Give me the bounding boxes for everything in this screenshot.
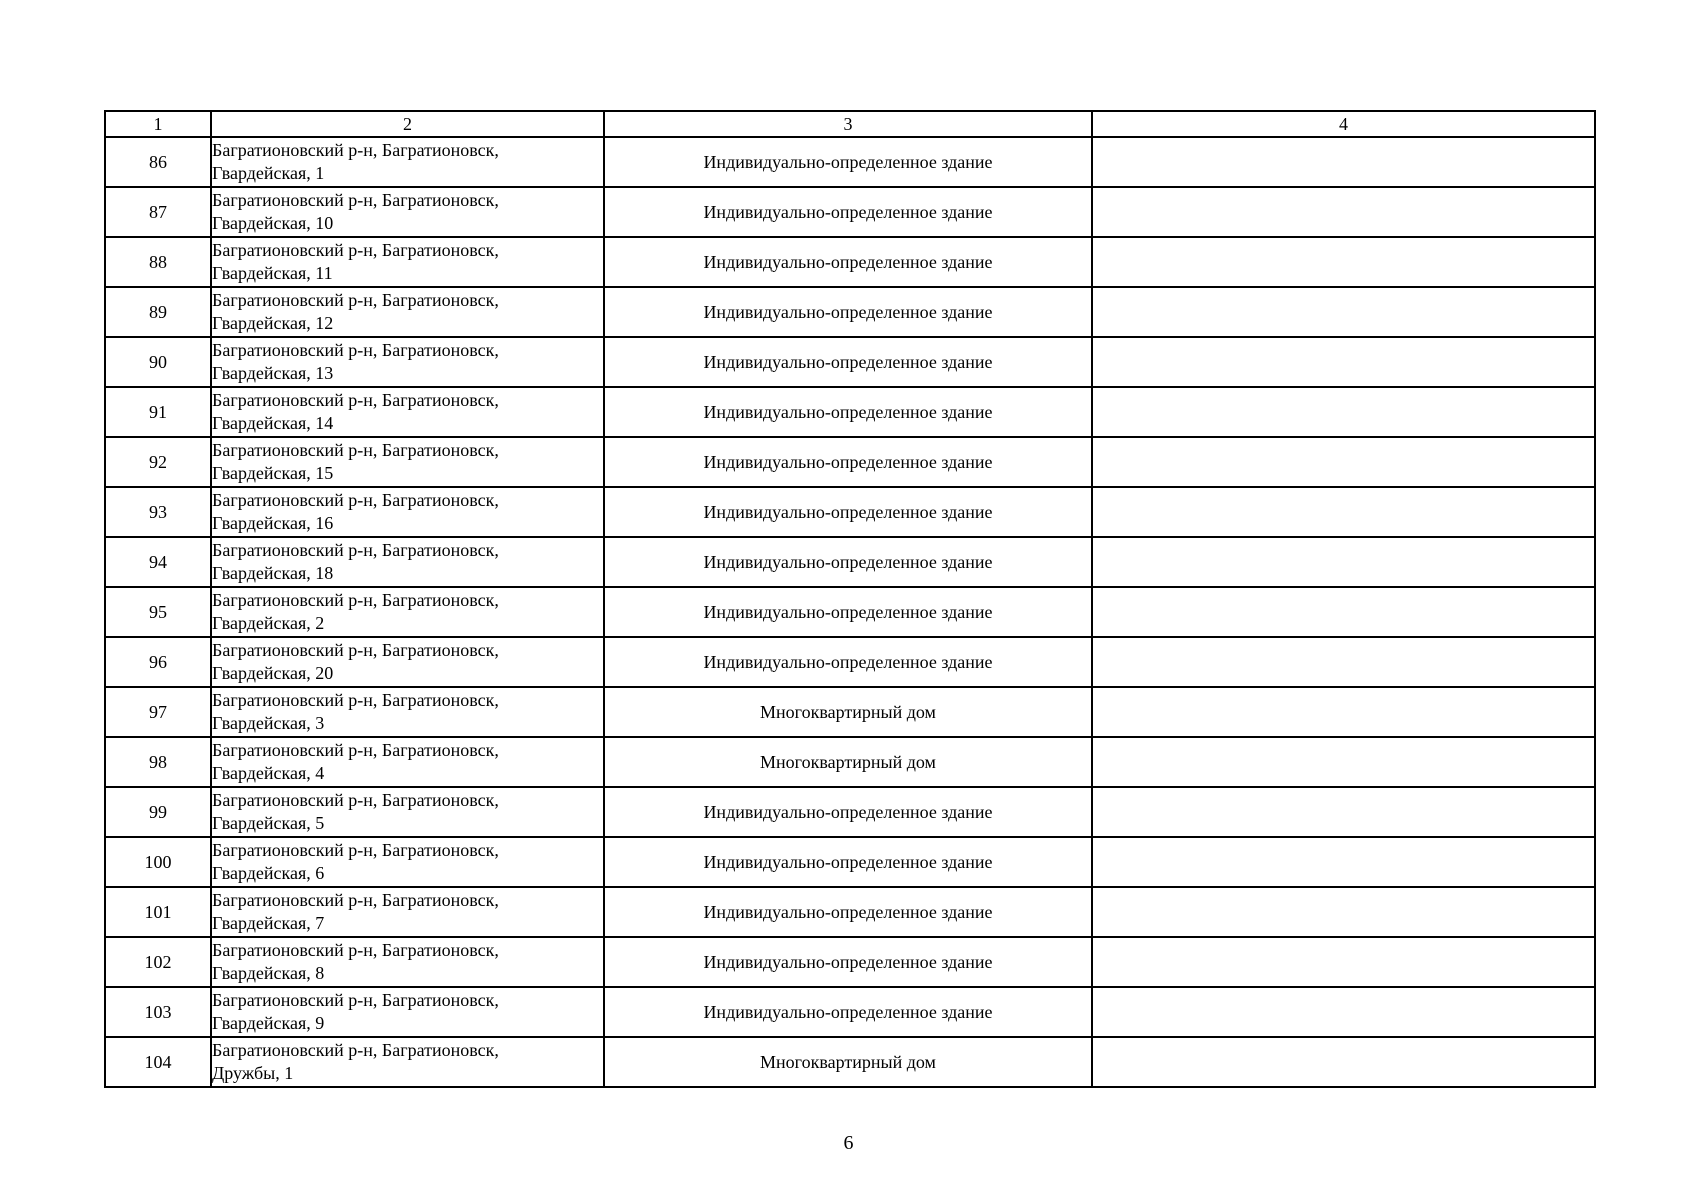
row-number: 99 [105, 787, 211, 837]
row-number: 89 [105, 287, 211, 337]
object-type-cell: Индивидуально-определенное здание [604, 787, 1092, 837]
table-row [105, 987, 1595, 1037]
column-4-cell [1092, 587, 1595, 637]
address-line-1: Багратионовский р-н, Багратионовск, [212, 640, 499, 660]
object-type-cell: Индивидуально-определенное здание [604, 637, 1092, 687]
column-4-cell [1092, 487, 1595, 537]
address-cell [211, 187, 604, 237]
column-4-cell [1092, 837, 1595, 887]
address-line-2: Гвардейская, 6 [212, 863, 325, 883]
address-cell [211, 587, 604, 637]
row-number: 95 [105, 587, 211, 637]
column-4-cell [1092, 787, 1595, 837]
address-line-2: Гвардейская, 12 [212, 313, 334, 333]
address-cell [211, 637, 604, 687]
table-row [105, 487, 1595, 537]
column-4-cell [1092, 1037, 1595, 1087]
address-line-1: Багратионовский р-н, Багратионовск, [212, 890, 499, 910]
row-number: 94 [105, 537, 211, 587]
table-row [105, 687, 1595, 737]
address-cell [211, 487, 604, 537]
row-number: 102 [105, 937, 211, 987]
table-row [105, 537, 1595, 587]
row-number: 93 [105, 487, 211, 537]
address-line-1: Багратионовский р-н, Багратионовск, [212, 990, 499, 1010]
address-line-1: Багратионовский р-н, Багратионовск, [212, 840, 499, 860]
address-line-2: Гвардейская, 20 [212, 663, 334, 683]
table-row [105, 287, 1595, 337]
row-number: 104 [105, 1037, 211, 1087]
column-4-cell [1092, 437, 1595, 487]
address-cell [211, 1037, 604, 1087]
address-cell [211, 137, 604, 187]
row-number: 88 [105, 237, 211, 287]
object-type-cell: Индивидуально-определенное здание [604, 237, 1092, 287]
address-line-2: Гвардейская, 4 [212, 763, 325, 783]
column-4-cell [1092, 237, 1595, 287]
column-4-cell [1092, 687, 1595, 737]
table-row [105, 937, 1595, 987]
address-cell [211, 737, 604, 787]
object-type-cell: Индивидуально-определенное здание [604, 137, 1092, 187]
object-type-cell: Индивидуально-определенное здание [604, 437, 1092, 487]
page-number: 6 [843, 1132, 854, 1154]
address-line-2: Гвардейская, 13 [212, 363, 334, 383]
address-line-1: Багратионовский р-н, Багратионовск, [212, 1040, 499, 1060]
table-row [105, 1037, 1595, 1087]
object-type-cell: Индивидуально-определенное здание [604, 387, 1092, 437]
address-cell [211, 537, 604, 587]
address-line-1: Багратионовский р-н, Багратионовск, [212, 340, 499, 360]
header-col-1: 1 [105, 111, 211, 137]
address-line-2: Гвардейская, 11 [212, 263, 333, 283]
object-type-cell: Индивидуально-определенное здание [604, 337, 1092, 387]
column-4-cell [1092, 737, 1595, 787]
table-row [105, 337, 1595, 387]
address-line-1: Багратионовский р-н, Багратионовск, [212, 190, 499, 210]
address-line-1: Багратионовский р-н, Багратионовск, [212, 440, 499, 460]
row-number: 103 [105, 987, 211, 1037]
header-row [105, 111, 1595, 137]
address-line-1: Багратионовский р-н, Багратионовск, [212, 740, 499, 760]
table-row [105, 637, 1595, 687]
table-row [105, 837, 1595, 887]
column-4-cell [1092, 337, 1595, 387]
row-number: 97 [105, 687, 211, 737]
table-row [105, 187, 1595, 237]
address-cell [211, 287, 604, 337]
address-line-1: Багратионовский р-н, Багратионовск, [212, 140, 499, 160]
row-number: 100 [105, 837, 211, 887]
address-line-2: Гвардейская, 18 [212, 563, 334, 583]
row-number: 98 [105, 737, 211, 787]
address-line-2: Гвардейская, 8 [212, 963, 325, 983]
address-line-1: Багратионовский р-н, Багратионовск, [212, 390, 499, 410]
header-col-2: 2 [211, 111, 604, 137]
table-row [105, 587, 1595, 637]
object-type-cell: Индивидуально-определенное здание [604, 887, 1092, 937]
address-line-2: Дружбы, 1 [212, 1063, 294, 1083]
address-line-2: Гвардейская, 10 [212, 213, 334, 233]
row-number: 96 [105, 637, 211, 687]
address-cell [211, 787, 604, 837]
row-number: 91 [105, 387, 211, 437]
address-line-1: Багратионовский р-н, Багратионовск, [212, 790, 499, 810]
table-row [105, 437, 1595, 487]
address-line-1: Багратионовский р-н, Багратионовск, [212, 690, 499, 710]
column-4-cell [1092, 137, 1595, 187]
object-type-cell: Многоквартирный дом [604, 687, 1092, 737]
column-4-cell [1092, 387, 1595, 437]
object-type-cell: Многоквартирный дом [604, 737, 1092, 787]
row-number: 92 [105, 437, 211, 487]
address-line-1: Багратионовский р-н, Багратионовск, [212, 490, 499, 510]
address-line-1: Багратионовский р-н, Багратионовск, [212, 240, 499, 260]
column-4-cell [1092, 287, 1595, 337]
table-row [105, 387, 1595, 437]
address-cell [211, 237, 604, 287]
table-row [105, 237, 1595, 287]
registry-table [104, 110, 1596, 1088]
address-line-2: Гвардейская, 3 [212, 713, 325, 733]
column-4-cell [1092, 887, 1595, 937]
address-line-2: Гвардейская, 15 [212, 463, 334, 483]
column-4-cell [1092, 637, 1595, 687]
object-type-cell: Индивидуально-определенное здание [604, 187, 1092, 237]
table-row [105, 787, 1595, 837]
object-type-cell: Индивидуально-определенное здание [604, 287, 1092, 337]
column-4-cell [1092, 937, 1595, 987]
address-line-2: Гвардейская, 9 [212, 1013, 325, 1033]
object-type-cell: Индивидуально-определенное здание [604, 937, 1092, 987]
address-line-2: Гвардейская, 16 [212, 513, 334, 533]
address-cell [211, 987, 604, 1037]
object-type-cell: Индивидуально-определенное здание [604, 837, 1092, 887]
object-type-cell: Индивидуально-определенное здание [604, 487, 1092, 537]
row-number: 101 [105, 887, 211, 937]
address-line-2: Гвардейская, 1 [212, 163, 325, 183]
address-line-1: Багратионовский р-н, Багратионовск, [212, 540, 499, 560]
object-type-cell: Многоквартирный дом [604, 1037, 1092, 1087]
header-col-3: 3 [604, 111, 1092, 137]
row-number: 86 [105, 137, 211, 187]
address-line-2: Гвардейская, 2 [212, 613, 325, 633]
address-line-2: Гвардейская, 7 [212, 913, 325, 933]
address-line-2: Гвардейская, 5 [212, 813, 325, 833]
row-number: 90 [105, 337, 211, 387]
address-cell [211, 687, 604, 737]
table-row [105, 137, 1595, 187]
table-row [105, 737, 1595, 787]
header-col-4: 4 [1092, 111, 1595, 137]
address-line-1: Багратионовский р-н, Багратионовск, [212, 290, 499, 310]
object-type-cell: Индивидуально-определенное здание [604, 987, 1092, 1037]
object-type-cell: Индивидуально-определенное здание [604, 587, 1092, 637]
address-line-2: Гвардейская, 14 [212, 413, 334, 433]
address-cell [211, 837, 604, 887]
address-cell [211, 937, 604, 987]
address-line-1: Багратионовский р-н, Багратионовск, [212, 590, 499, 610]
address-cell [211, 387, 604, 437]
table-row [105, 887, 1595, 937]
column-4-cell [1092, 187, 1595, 237]
column-4-cell [1092, 987, 1595, 1037]
column-4-cell [1092, 537, 1595, 587]
address-line-1: Багратионовский р-н, Багратионовск, [212, 940, 499, 960]
table-body [105, 137, 1595, 1087]
address-cell [211, 887, 604, 937]
address-cell [211, 437, 604, 487]
row-number: 87 [105, 187, 211, 237]
address-cell [211, 337, 604, 387]
object-type-cell: Индивидуально-определенное здание [604, 537, 1092, 587]
